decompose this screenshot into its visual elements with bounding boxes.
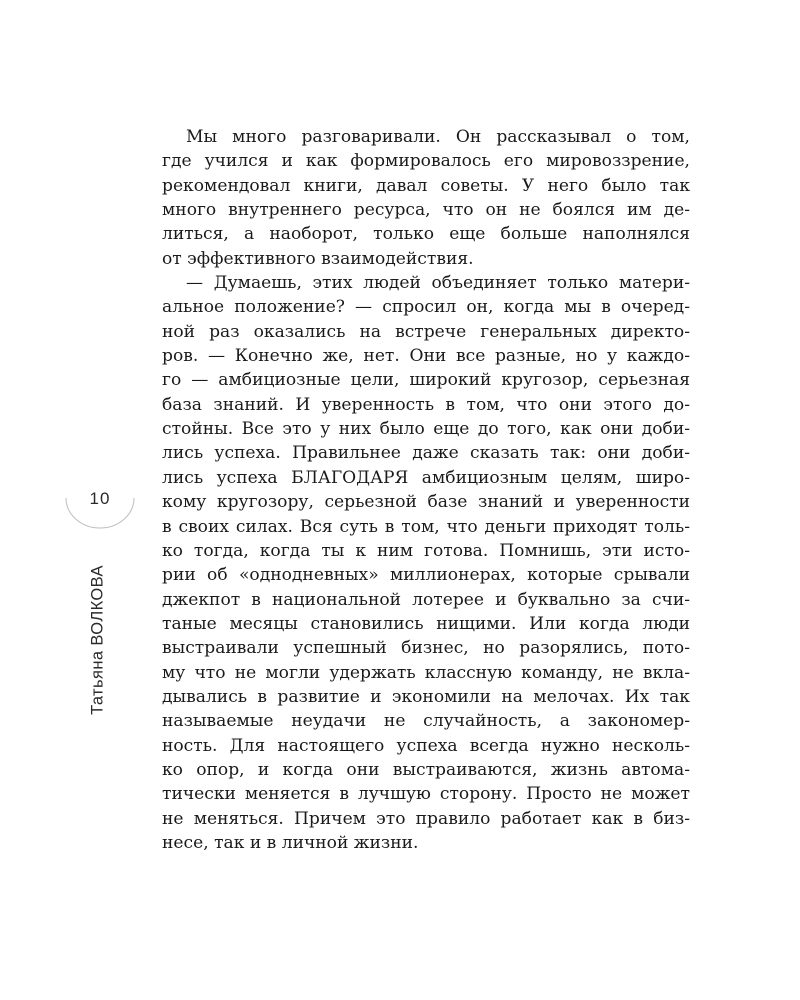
text-line: ров. — Конечно же, нет. Они все разные, но у каждо- [162, 346, 690, 367]
text-line: го — амбициозные цели, широкий кругозор, серьезная [162, 370, 690, 391]
text-line: база знаний. И уверенность в том, что они этого до- [162, 394, 690, 415]
text-line: где учился и как формировалось его мировоззрение, [162, 151, 690, 172]
text-line: рии об «однодневных» миллионерах, которые срывали [162, 565, 690, 586]
text-line: альное положение? — спросил он, когда мы в очеред- [162, 297, 690, 318]
body-text [162, 125, 690, 855]
text-line: тически меняется в лучшую сторону. Просто не может [162, 784, 690, 805]
text-line: не меняться. Причем это правило работает как в биз- [162, 808, 690, 829]
text-line: ко тогда, когда ты к ним готова. Помнишь, эти исто- [162, 540, 690, 561]
text-line: лись успеха. Правильнее даже сказать так: они доби- [162, 443, 690, 464]
text-line: — Думаешь, этих людей объединяет только матери- [186, 273, 690, 294]
text-line: выстраивали успешный бизнес, но разорялись, пото- [162, 638, 690, 659]
text-line: ко опор, и когда они выстраиваются, жизнь автома- [162, 759, 690, 780]
text-line: джекпот в национальной лотерее и буквально за счи- [162, 589, 690, 610]
text-line: ность. Для настоящего успеха всегда нужно несколь- [162, 735, 690, 756]
text-line: Мы много разговаривали. Он рассказывал о том, [186, 127, 690, 147]
text-line: несе, так и в личной жизни. [162, 832, 419, 853]
text-line: рекомендовал книги, давал советы. У него было так [162, 175, 690, 196]
text-line: таные месяцы становились нищими. Или когда люди [162, 613, 690, 634]
text-line: стойны. Все это у них было еще до того, как они доби- [162, 419, 690, 440]
text-line: кому кругозору, серьезной базе знаний и уверенности [162, 492, 690, 513]
text-line: от эффективного взаимодействия. [162, 248, 474, 269]
author-last-name: ВОЛКОВА [88, 565, 107, 646]
page-number: 10 [89, 489, 111, 508]
text-line: му что не могли удержать классную команду, не вкла- [162, 662, 690, 683]
text-line: литься, а наоборот, только еще больше наполнялся [162, 224, 690, 245]
text-line: ной раз оказались на встрече генеральных директо- [162, 321, 690, 342]
text-line: много внутреннего ресурса, что он не боялся им де- [162, 200, 690, 221]
text-line: в своих силах. Вся суть в том, что деньги приходят толь- [162, 516, 690, 537]
text-line: лись успеха БЛАГОДАРЯ амбициозным целям, широ- [162, 467, 690, 488]
text-line: называемые неудачи не случайность, а закономер- [162, 711, 690, 732]
text-line: дывались в развитие и экономили на мелочах. Их так [162, 686, 690, 707]
running-head-author [89, 565, 108, 715]
author-first-name: Татьяна [88, 650, 107, 715]
